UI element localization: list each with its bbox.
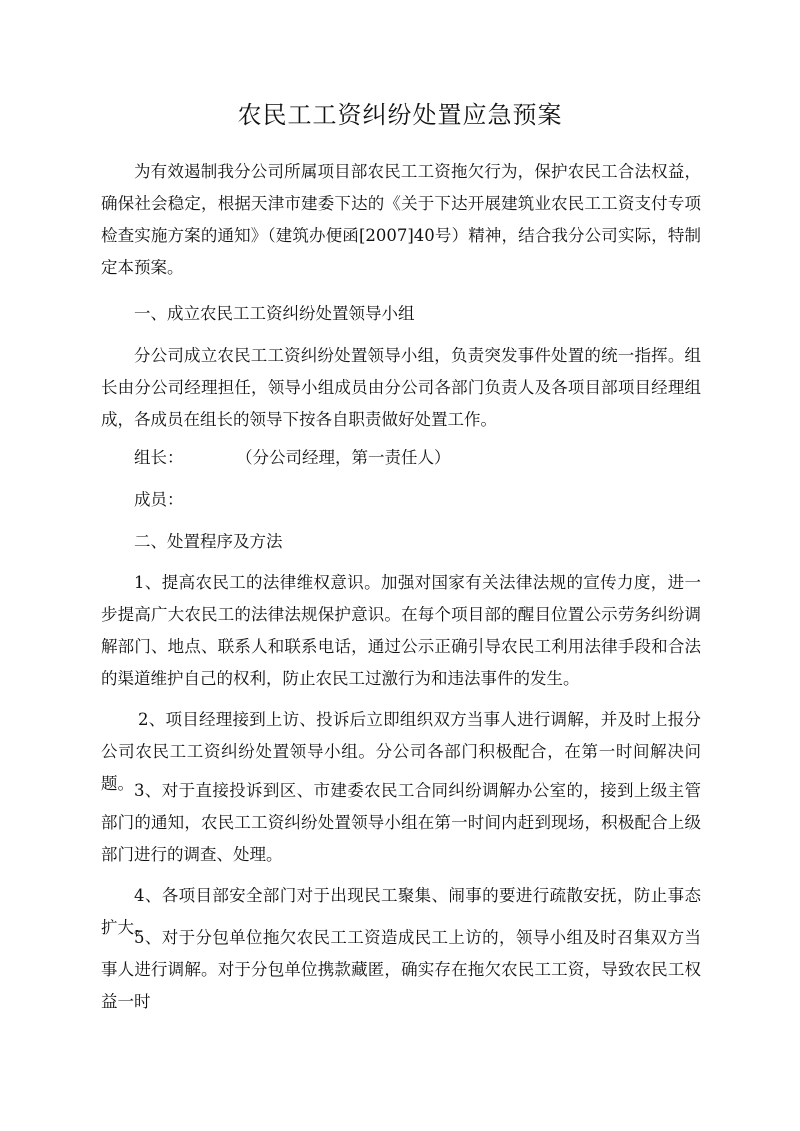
group-leader-line: 组长： （分公司经理，第一责任人）: [134, 448, 451, 467]
members-line: 成员：: [134, 490, 184, 509]
document-title: 农民工工资纠纷处置应急预案: [237, 101, 563, 129]
section-heading-procedures: 二、处置程序及方法: [134, 532, 283, 551]
intro-paragraph: 为有效遏制我分公司所属项目部农民工工资拖欠行为，保护农民工合法权益，确保社会稳定，根据天津市建委下达的《关于下达开展建筑业农民工工资支付专项检查实施方案的通知》（建筑办便函[2007]40号）精神，结合我分公司实际，特制定本预案。: [101, 162, 701, 277]
procedure-item-2: 2、项目经理接到上访、投诉后立即组织双方当事人进行调解，并及时上报分公司农民工工资纠纷处置领导小组。分公司各部门积极配合，在第一时间解决问题。: [101, 710, 701, 793]
procedure-item-4: 4、各项目部安全部门对于出现民工聚集、闹事的要进行疏散安抚，防止事态扩大。: [101, 886, 701, 937]
section-heading-leadership-group: 一、成立农民工工资纠纷处置领导小组: [134, 304, 415, 323]
procedure-item-1: 1、提高农民工的法律维权意识。加强对国家有关法律法规的宣传力度，进一步提高广大农民工的法律法规保护意识。在每个项目部的醒目位置公示劳务纠纷调解部门、地点、联系人和联系电话，通过公示正确引导农民工利用法律手段和合法的渠道维护自己的权利，防止农民工过激行为和违法事件的发生。: [101, 573, 701, 688]
leadership-group-paragraph: 分公司成立农民工工资纠纷处置领导小组，负责突发事件处置的统一指挥。组长由分公司经理担任，领导小组成员由分公司各部门负责人及各项目部项目经理组成，各成员在组长的领导下按各自职责做好处置工作。: [101, 346, 701, 429]
procedure-item-3: 3、对于直接投诉到区、市建委农民工合同纠纷调解办公室的，接到上级主管部门的通知，农民工工资纠纷处置领导小组在第一时间内赶到现场，积极配合上级部门进行的调查、处理。: [101, 781, 701, 864]
procedure-item-5: 5、对于分包单位拖欠农民工工资造成民工上访的，领导小组及时召集双方当事人进行调解。对于分包单位携款藏匿，确实存在拖欠农民工工资，导致农民工权益一时: [101, 928, 701, 1011]
